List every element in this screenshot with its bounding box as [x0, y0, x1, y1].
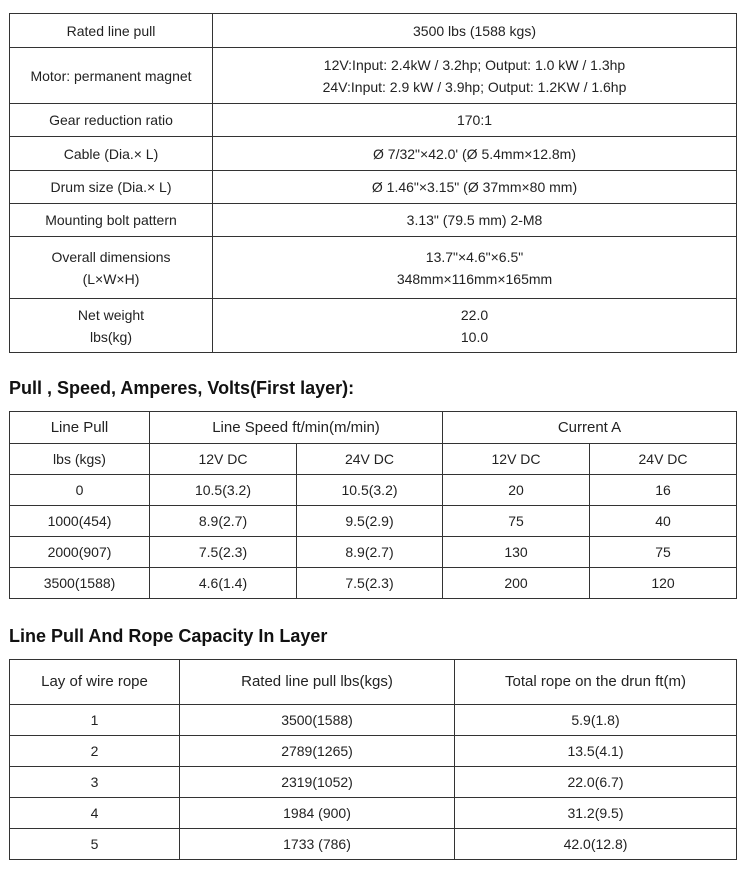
header-current: Current A: [443, 412, 737, 444]
table-row: [10, 475, 737, 506]
spec-row: [10, 14, 737, 48]
table-row: [10, 537, 737, 568]
layers-table: [9, 659, 737, 860]
spec-value: 13.7"×4.6"×6.5" 348mm×116mm×165mm: [213, 237, 737, 299]
table-cell: 10.5(3.2): [297, 475, 443, 506]
table-cell: 31.2(9.5): [455, 798, 737, 829]
spec-table: [9, 13, 737, 353]
table-cell: 2: [10, 736, 180, 767]
table-cell: 1: [10, 705, 180, 736]
table-cell: 13.5(4.1): [455, 736, 737, 767]
table-cell: 2789(1265): [180, 736, 455, 767]
spec-label: Rated line pull: [10, 14, 213, 48]
spec-label: Mounting bolt pattern: [10, 204, 213, 237]
table-cell: 75: [443, 506, 590, 537]
table-cell: 4: [10, 798, 180, 829]
spec-value: 12V:Input: 2.4kW / 3.2hp; Output: 1.0 kW / 1.3hp 24V:Input: 2.9 kW / 3.9hp; Output: 1.2KW / 1.6hp: [213, 48, 737, 104]
table-cell: 3500(1588): [180, 705, 455, 736]
spec-row: [10, 204, 737, 237]
spec-row: [10, 171, 737, 204]
table-cell: 7.5(2.3): [150, 537, 297, 568]
table-cell: 7.5(2.3): [297, 568, 443, 599]
table-row: [10, 568, 737, 599]
table-cell: 3500(1588): [10, 568, 150, 599]
spec-value: Ø 7/32"×42.0' (Ø 5.4mm×12.8m): [213, 137, 737, 171]
subheader-12v-speed: 12V DC: [150, 444, 297, 475]
spec-label: Net weight lbs(kg): [10, 299, 213, 353]
spec-row: [10, 237, 737, 299]
spec-value: 3.13" (79.5 mm) 2-M8: [213, 204, 737, 237]
spec-value: 3500 lbs (1588 kgs): [213, 14, 737, 48]
table-cell: 42.0(12.8): [455, 829, 737, 860]
layers-header-row: [10, 660, 737, 705]
table-cell: 5.9(1.8): [455, 705, 737, 736]
subheader-12v-current: 12V DC: [443, 444, 590, 475]
table-cell: 8.9(2.7): [150, 506, 297, 537]
table-cell: 1984 (900): [180, 798, 455, 829]
table-cell: 9.5(2.9): [297, 506, 443, 537]
table-cell: 75: [590, 537, 737, 568]
table-cell: 120: [590, 568, 737, 599]
table-cell: 4.6(1.4): [150, 568, 297, 599]
subheader-24v-speed: 24V DC: [297, 444, 443, 475]
header-line-speed: Line Speed ft/min(m/min): [150, 412, 443, 444]
table-cell: 5: [10, 829, 180, 860]
table-cell: 3: [10, 767, 180, 798]
table-row: [10, 767, 737, 798]
table-row: [10, 829, 737, 860]
table-cell: 10.5(3.2): [150, 475, 297, 506]
performance-subheader-row: [10, 444, 737, 475]
header-lay: Lay of wire rope: [10, 660, 180, 705]
table-cell: 2319(1052): [180, 767, 455, 798]
spec-label: Motor: permanent magnet: [10, 48, 213, 104]
spec-label: Overall dimensions (L×W×H): [10, 237, 213, 299]
table-cell: 40: [590, 506, 737, 537]
header-total-rope: Total rope on the drun ft(m): [455, 660, 737, 705]
spec-value: Ø 1.46"×3.15" (Ø 37mm×80 mm): [213, 171, 737, 204]
table-cell: 0: [10, 475, 150, 506]
table-cell: 20: [443, 475, 590, 506]
header-rated-pull: Rated line pull lbs(kgs): [180, 660, 455, 705]
table-cell: 16: [590, 475, 737, 506]
table-cell: 200: [443, 568, 590, 599]
spec-row: [10, 299, 737, 353]
table-cell: 22.0(6.7): [455, 767, 737, 798]
table-cell: 1733 (786): [180, 829, 455, 860]
subheader-unit: lbs (kgs): [10, 444, 150, 475]
spec-label: Cable (Dia.× L): [10, 137, 213, 171]
spec-row: [10, 104, 737, 137]
table-row: [10, 736, 737, 767]
performance-header-row: [10, 412, 737, 444]
performance-table: [9, 411, 737, 599]
table-cell: 2000(907): [10, 537, 150, 568]
table-cell: 8.9(2.7): [297, 537, 443, 568]
table-row: [10, 506, 737, 537]
spec-value: 170:1: [213, 104, 737, 137]
spec-label: Drum size (Dia.× L): [10, 171, 213, 204]
table-row: [10, 705, 737, 736]
performance-title: Pull , Speed, Amperes, Volts(First layer):: [9, 378, 355, 398]
table-row: [10, 798, 737, 829]
table-cell: 1000(454): [10, 506, 150, 537]
spec-label: Gear reduction ratio: [10, 104, 213, 137]
header-line-pull: Line Pull: [10, 412, 150, 444]
subheader-24v-current: 24V DC: [590, 444, 737, 475]
table-cell: 130: [443, 537, 590, 568]
spec-row: [10, 137, 737, 171]
layers-title: Line Pull And Rope Capacity In Layer: [9, 626, 328, 646]
spec-value: 22.0 10.0: [213, 299, 737, 353]
spec-row: [10, 48, 737, 104]
